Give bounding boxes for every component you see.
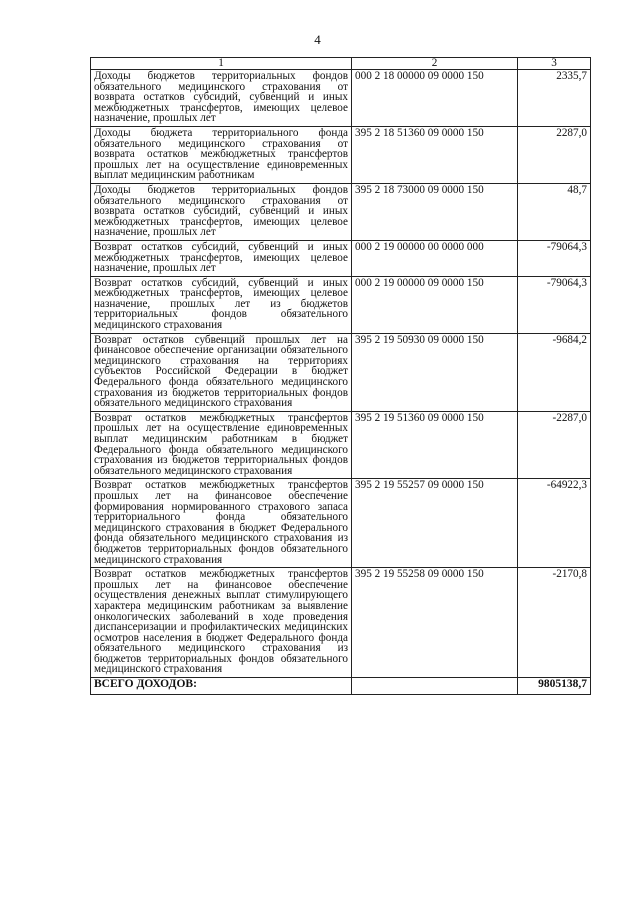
row-amount: 2335,7 [518, 70, 591, 127]
total-code [352, 678, 518, 695]
row-description: Доходы бюджета территориального фонда обязательного медицинского страхования от возврата остатков межбюджетных трансфертов прошлых лет на осуществление единовременных выплат медицинским работникам [91, 126, 352, 183]
table-row [91, 183, 591, 240]
revenue-table [90, 57, 591, 695]
row-amount: 48,7 [518, 183, 591, 240]
row-description: Возврат остатков субсидий, субвенций и иных межбюджетных трансфертов, имеющих целевое назначение, прошлых лет [91, 240, 352, 276]
row-amount: 2287,0 [518, 126, 591, 183]
total-row [91, 678, 591, 695]
table-header-row [91, 58, 591, 70]
table-row [91, 568, 591, 678]
row-budget-code: 395 2 19 55258 09 0000 150 [352, 568, 518, 678]
row-amount: -2287,0 [518, 411, 591, 479]
table-row [91, 276, 591, 333]
row-amount: -9684,2 [518, 333, 591, 411]
row-description: Доходы бюджетов территориальных фондов обязательного медицинского страхования от возврата остатков субсидий, субвенций и иных межбюджетных трансфертов, имеющих целевое назначение, прошлых лет [91, 183, 352, 240]
row-amount: -79064,3 [518, 276, 591, 333]
row-description: Возврат остатков межбюджетных трансфертов прошлых лет на финансовое обеспечение осуществления денежных выплат стимулирующего характера медицинским работникам за выявление онкологических заболеваний в ходе проведения диспансеризации и профилактических медицинских осмотров населения в бюджет Федерального фонда обязательного медицинского страхования из бюджетов территориальных фондов обязательного медицинского страхования [91, 568, 352, 678]
row-description: Возврат остатков субвенций прошлых лет на финансовое обеспечение организации обязательного медицинского страхования на территориях субъектов Российской Федерации в бюджет Федерального фонда обязательного медицинского страхования из бюджетов территориальных фондов обязательного медицинского страхования [91, 333, 352, 411]
column-header-3: 3 [518, 58, 591, 70]
total-label: ВСЕГО ДОХОДОВ: [91, 678, 352, 695]
table-row [91, 479, 591, 568]
row-budget-code: 395 2 19 50930 09 0000 150 [352, 333, 518, 411]
row-description: Доходы бюджетов территориальных фондов обязательного медицинского страхования от возврата остатков субсидий, субвенций и иных межбюджетных трансфертов, имеющих целевое назначение, прошлых лет [91, 70, 352, 127]
row-amount: -79064,3 [518, 240, 591, 276]
page-number: 4 [314, 32, 321, 47]
table-row [91, 333, 591, 411]
table-row [91, 126, 591, 183]
row-description: Возврат остатков субсидий, субвенций и иных межбюджетных трансфертов, имеющих целевое назначение, прошлых лет из бюджетов территориальных фондов обязательного медицинского страхования [91, 276, 352, 333]
row-budget-code: 000 2 18 00000 09 0000 150 [352, 70, 518, 127]
table-row [91, 240, 591, 276]
row-amount: -2170,8 [518, 568, 591, 678]
table-row [91, 411, 591, 479]
total-amount: 9805138,7 [518, 678, 591, 695]
row-budget-code: 395 2 18 51360 09 0000 150 [352, 126, 518, 183]
column-header-1: 1 [91, 58, 352, 70]
row-budget-code: 000 2 19 00000 00 0000 000 [352, 240, 518, 276]
row-budget-code: 395 2 18 73000 09 0000 150 [352, 183, 518, 240]
table-row [91, 70, 591, 127]
row-amount: -64922,3 [518, 479, 591, 568]
row-description: Возврат остатков межбюджетных трансфертов прошлых лет на осуществление единовременных выплат медицинским работникам в бюджет Федерального фонда обязательного медицинского страхования из бюджетов территориальных фондов обязательного медицинского страхования [91, 411, 352, 479]
row-budget-code: 395 2 19 55257 09 0000 150 [352, 479, 518, 568]
row-budget-code: 395 2 19 51360 09 0000 150 [352, 411, 518, 479]
table-body [91, 70, 591, 695]
row-budget-code: 000 2 19 00000 09 0000 150 [352, 276, 518, 333]
row-description: Возврат остатков межбюджетных трансфертов прошлых лет на финансовое обеспечение формирования нормированного страхового запаса территориального фонда обязательного медицинского страхования в бюджет Федерального фонда обязательного медицинского страхования из бюджетов территориальных фондов обязательного медицинского страхования [91, 479, 352, 568]
column-header-2: 2 [352, 58, 518, 70]
